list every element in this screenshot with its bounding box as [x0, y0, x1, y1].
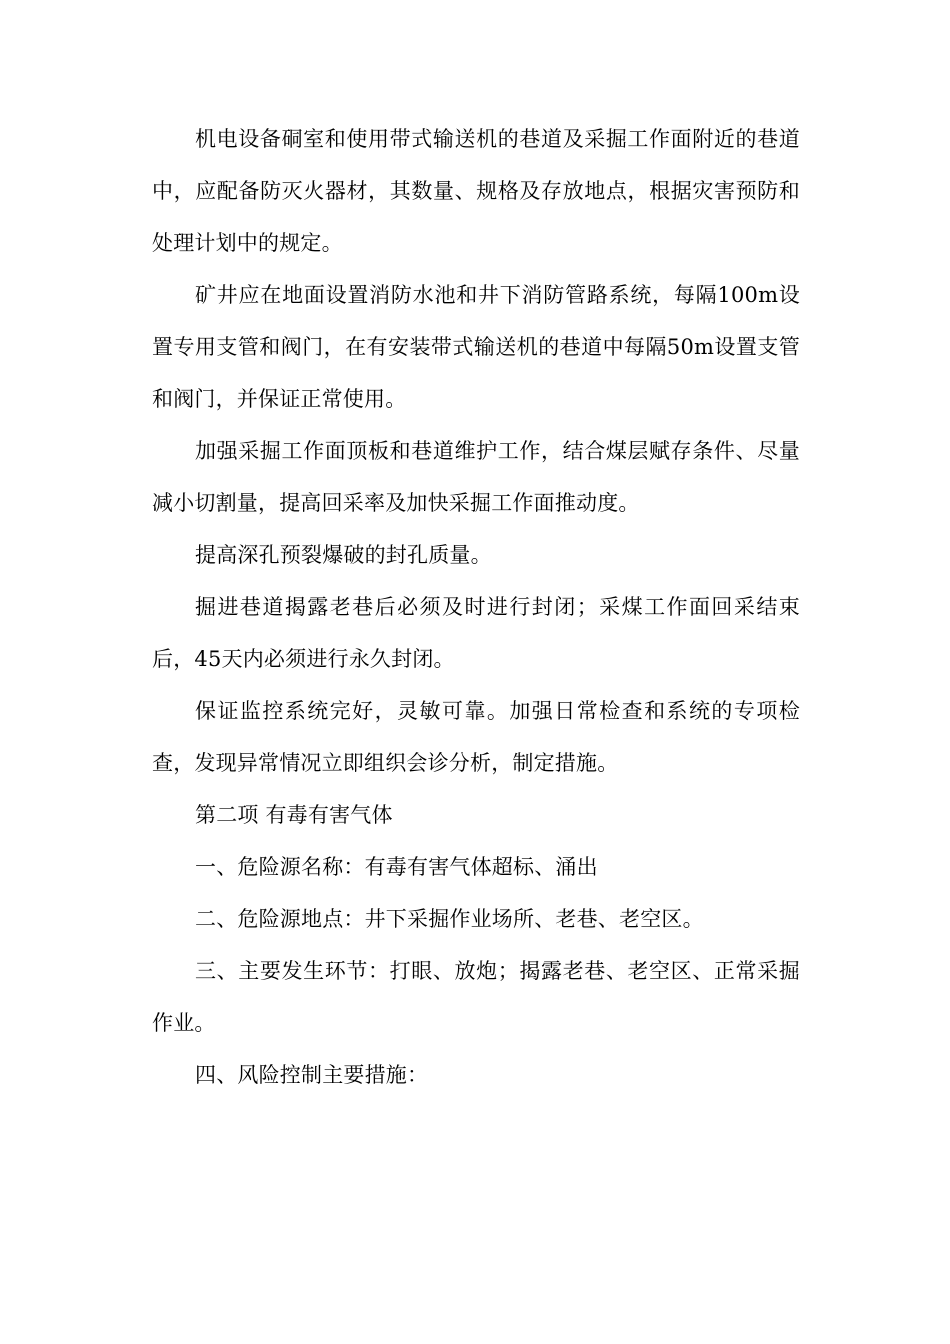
paragraph-fire-water-system: 矿井应在地面设置消防水池和井下消防管路系统，每隔100m设置专用支管和阀门，在有安装带式输送机的巷道中每隔50m设置支管和阀门，并保证正常使用。 [152, 283, 800, 411]
item-hazard-location: 二、危险源地点：井下采掘作业场所、老巷、老空区。 [195, 907, 704, 931]
item-hazard-name: 一、危险源名称：有毒有害气体超标、涌出 [195, 855, 598, 879]
paragraph-monitoring-system: 保证监控系统完好，灵敏可靠。加强日常检查和系统的专项检查，发现异常情况立即组织会诊分析，制定措施。 [152, 699, 800, 775]
paragraph-fire-equipment: 机电设备硐室和使用带式输送机的巷道及采掘工作面附近的巷道中，应配备防灭火器材，其数量、规格及存放地点，根据灾害预防和处理计划中的规定。 [152, 127, 800, 255]
section-heading-toxic-gas: 第二项 有毒有害气体 [195, 803, 393, 827]
paragraph-roadway-closure: 掘进巷道揭露老巷后必须及时进行封闭；采煤工作面回采结束后，45天内必须进行永久封闭。 [152, 595, 800, 671]
document-body [152, 113, 800, 1101]
item-main-occurrence: 三、主要发生环节：打眼、放炮；揭露老巷、老空区、正常采掘作业。 [152, 959, 800, 1035]
paragraph-roof-maintenance: 加强采掘工作面顶板和巷道维护工作，结合煤层赋存条件、尽量减小切割量，提高回采率及加快采掘工作面推动度。 [152, 439, 800, 515]
paragraph-blasting-sealing: 提高深孔预裂爆破的封孔质量。 [195, 543, 492, 567]
item-risk-control: 四、风险控制主要措施： [195, 1063, 429, 1087]
